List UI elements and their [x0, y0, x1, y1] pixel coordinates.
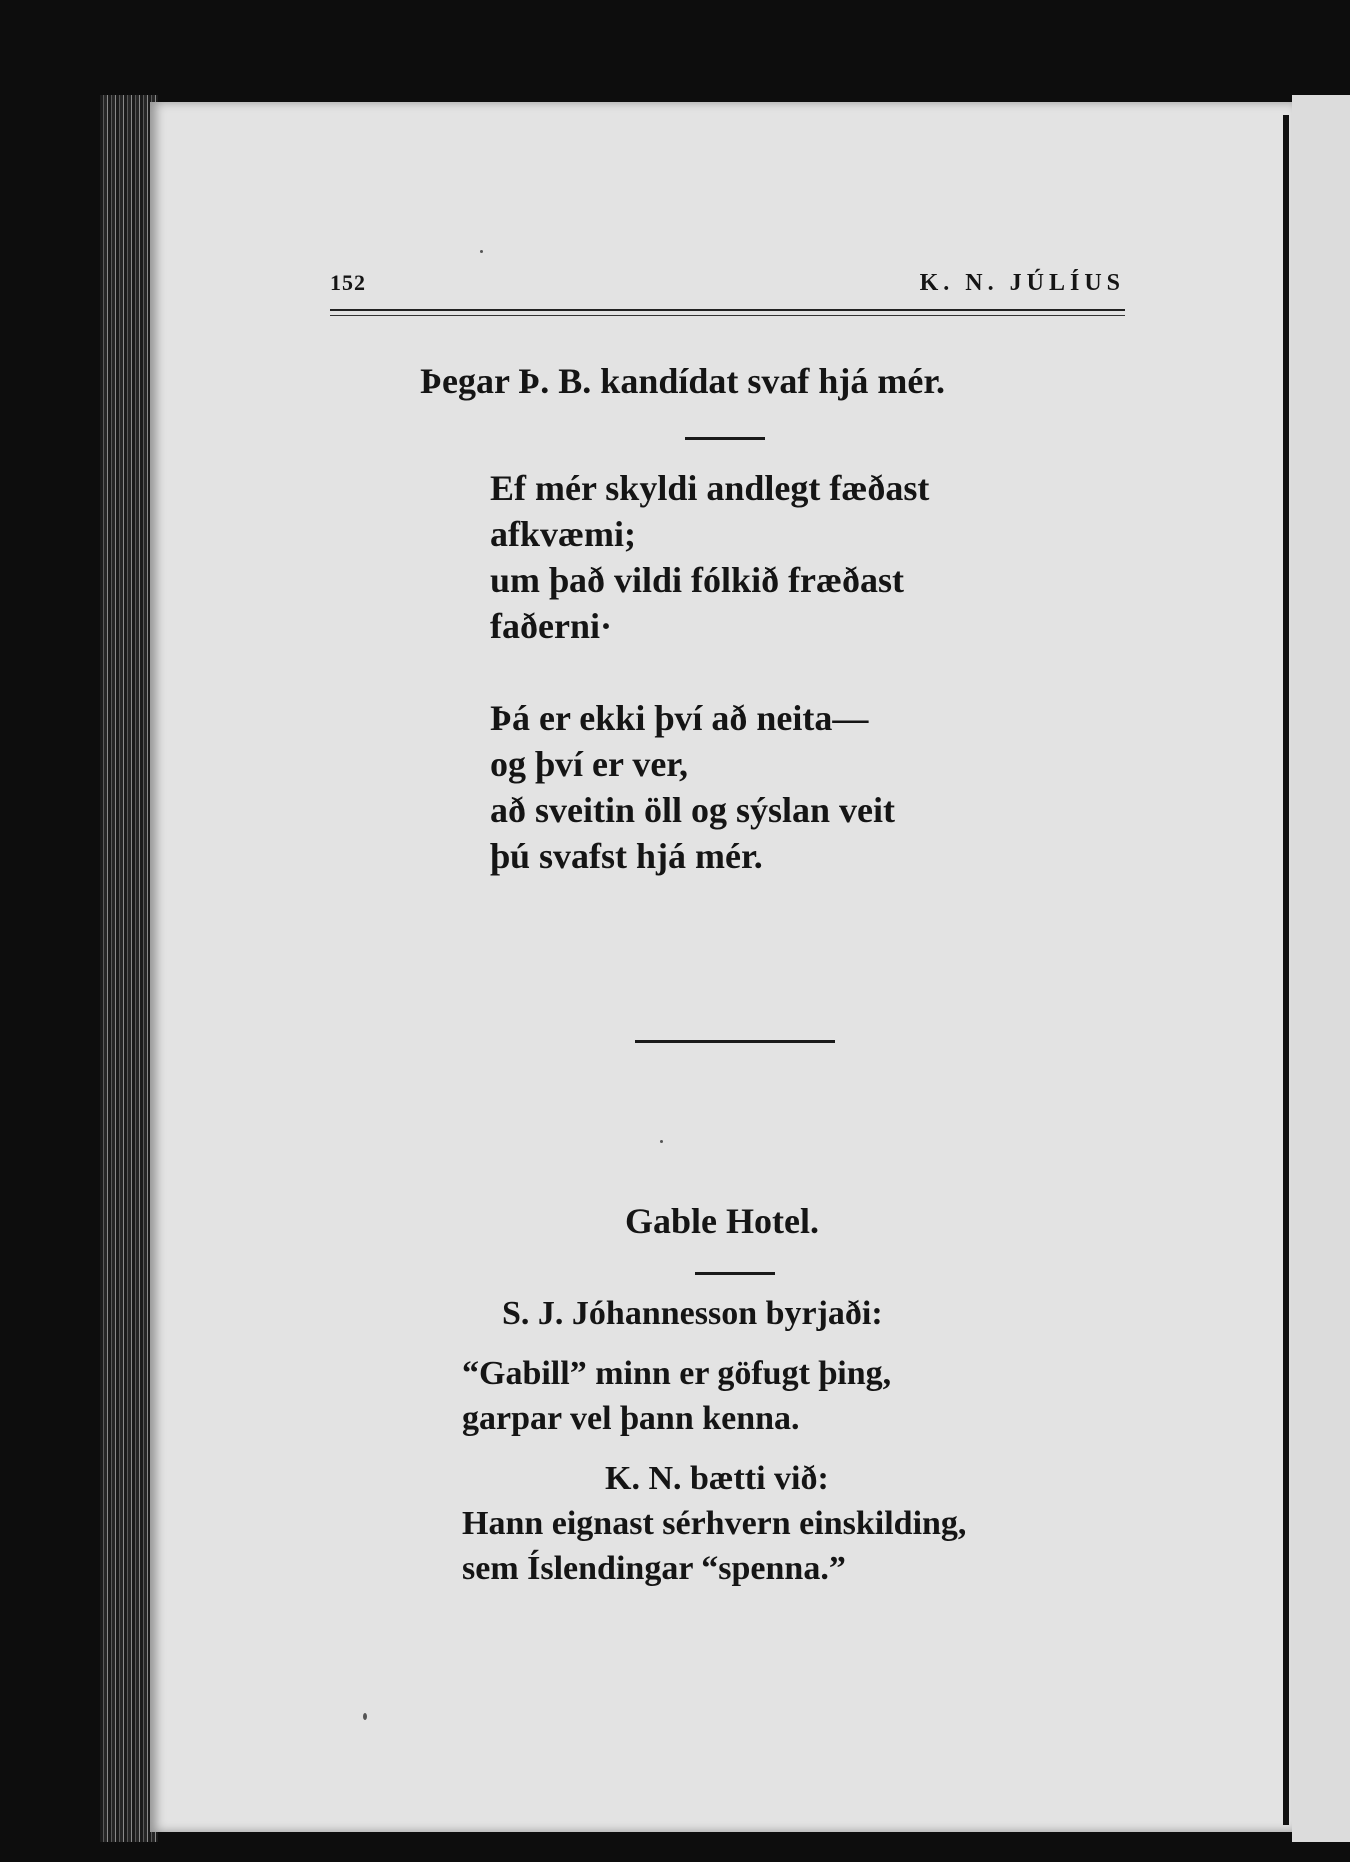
verse-line: garpar vel þann kenna.: [462, 1400, 800, 1437]
verse-line: sem Íslendingar “spenna.”: [462, 1550, 846, 1587]
verse-line: afkvæmi;: [490, 514, 636, 554]
verse-line: Hann eignast sérhvern einskilding,: [462, 1505, 967, 1542]
verse-line: “Gabill” minn er göfugt þing,: [462, 1355, 892, 1392]
verse-line: Þá er ekki því að neita—: [490, 698, 869, 738]
title-rule: [695, 1272, 775, 1275]
verse-line: að sveitin öll og sýslan veit: [490, 790, 896, 830]
header-rule-thin: [330, 315, 1125, 316]
running-head: [180, 270, 1125, 310]
header-author: K. N. JÚLÍUS: [919, 270, 1125, 296]
speaker-line: S. J. Jóhannesson byrjaði:: [502, 1295, 883, 1332]
header-rule: [330, 309, 1125, 311]
verse-line: Ef mér skyldi andlegt fæðast: [490, 468, 930, 508]
scan-speck: [480, 250, 483, 253]
page-number: 152: [330, 270, 366, 295]
facing-page-sliver: [1292, 95, 1350, 1842]
verse-line: þú svafst hjá mér.: [490, 836, 763, 876]
section-divider: [635, 1040, 835, 1043]
title-rule: [685, 437, 765, 440]
poem-title: Þegar Þ. B. kandídat svaf hjá mér.: [420, 361, 946, 401]
scan-speck: [660, 1140, 663, 1143]
poem-title: Gable Hotel.: [625, 1201, 819, 1241]
stanza-2: [490, 695, 895, 879]
verse-line: og því er ver,: [490, 744, 688, 784]
verse-line: um það vildi fólkið fræðast: [490, 560, 905, 600]
gutter-shadow: [1283, 115, 1289, 1825]
stanza-1: [490, 465, 929, 649]
verse-line: faðerni·: [490, 606, 612, 646]
scan-speck: [363, 1713, 367, 1720]
speaker-line: K. N. bætti við:: [605, 1460, 829, 1497]
